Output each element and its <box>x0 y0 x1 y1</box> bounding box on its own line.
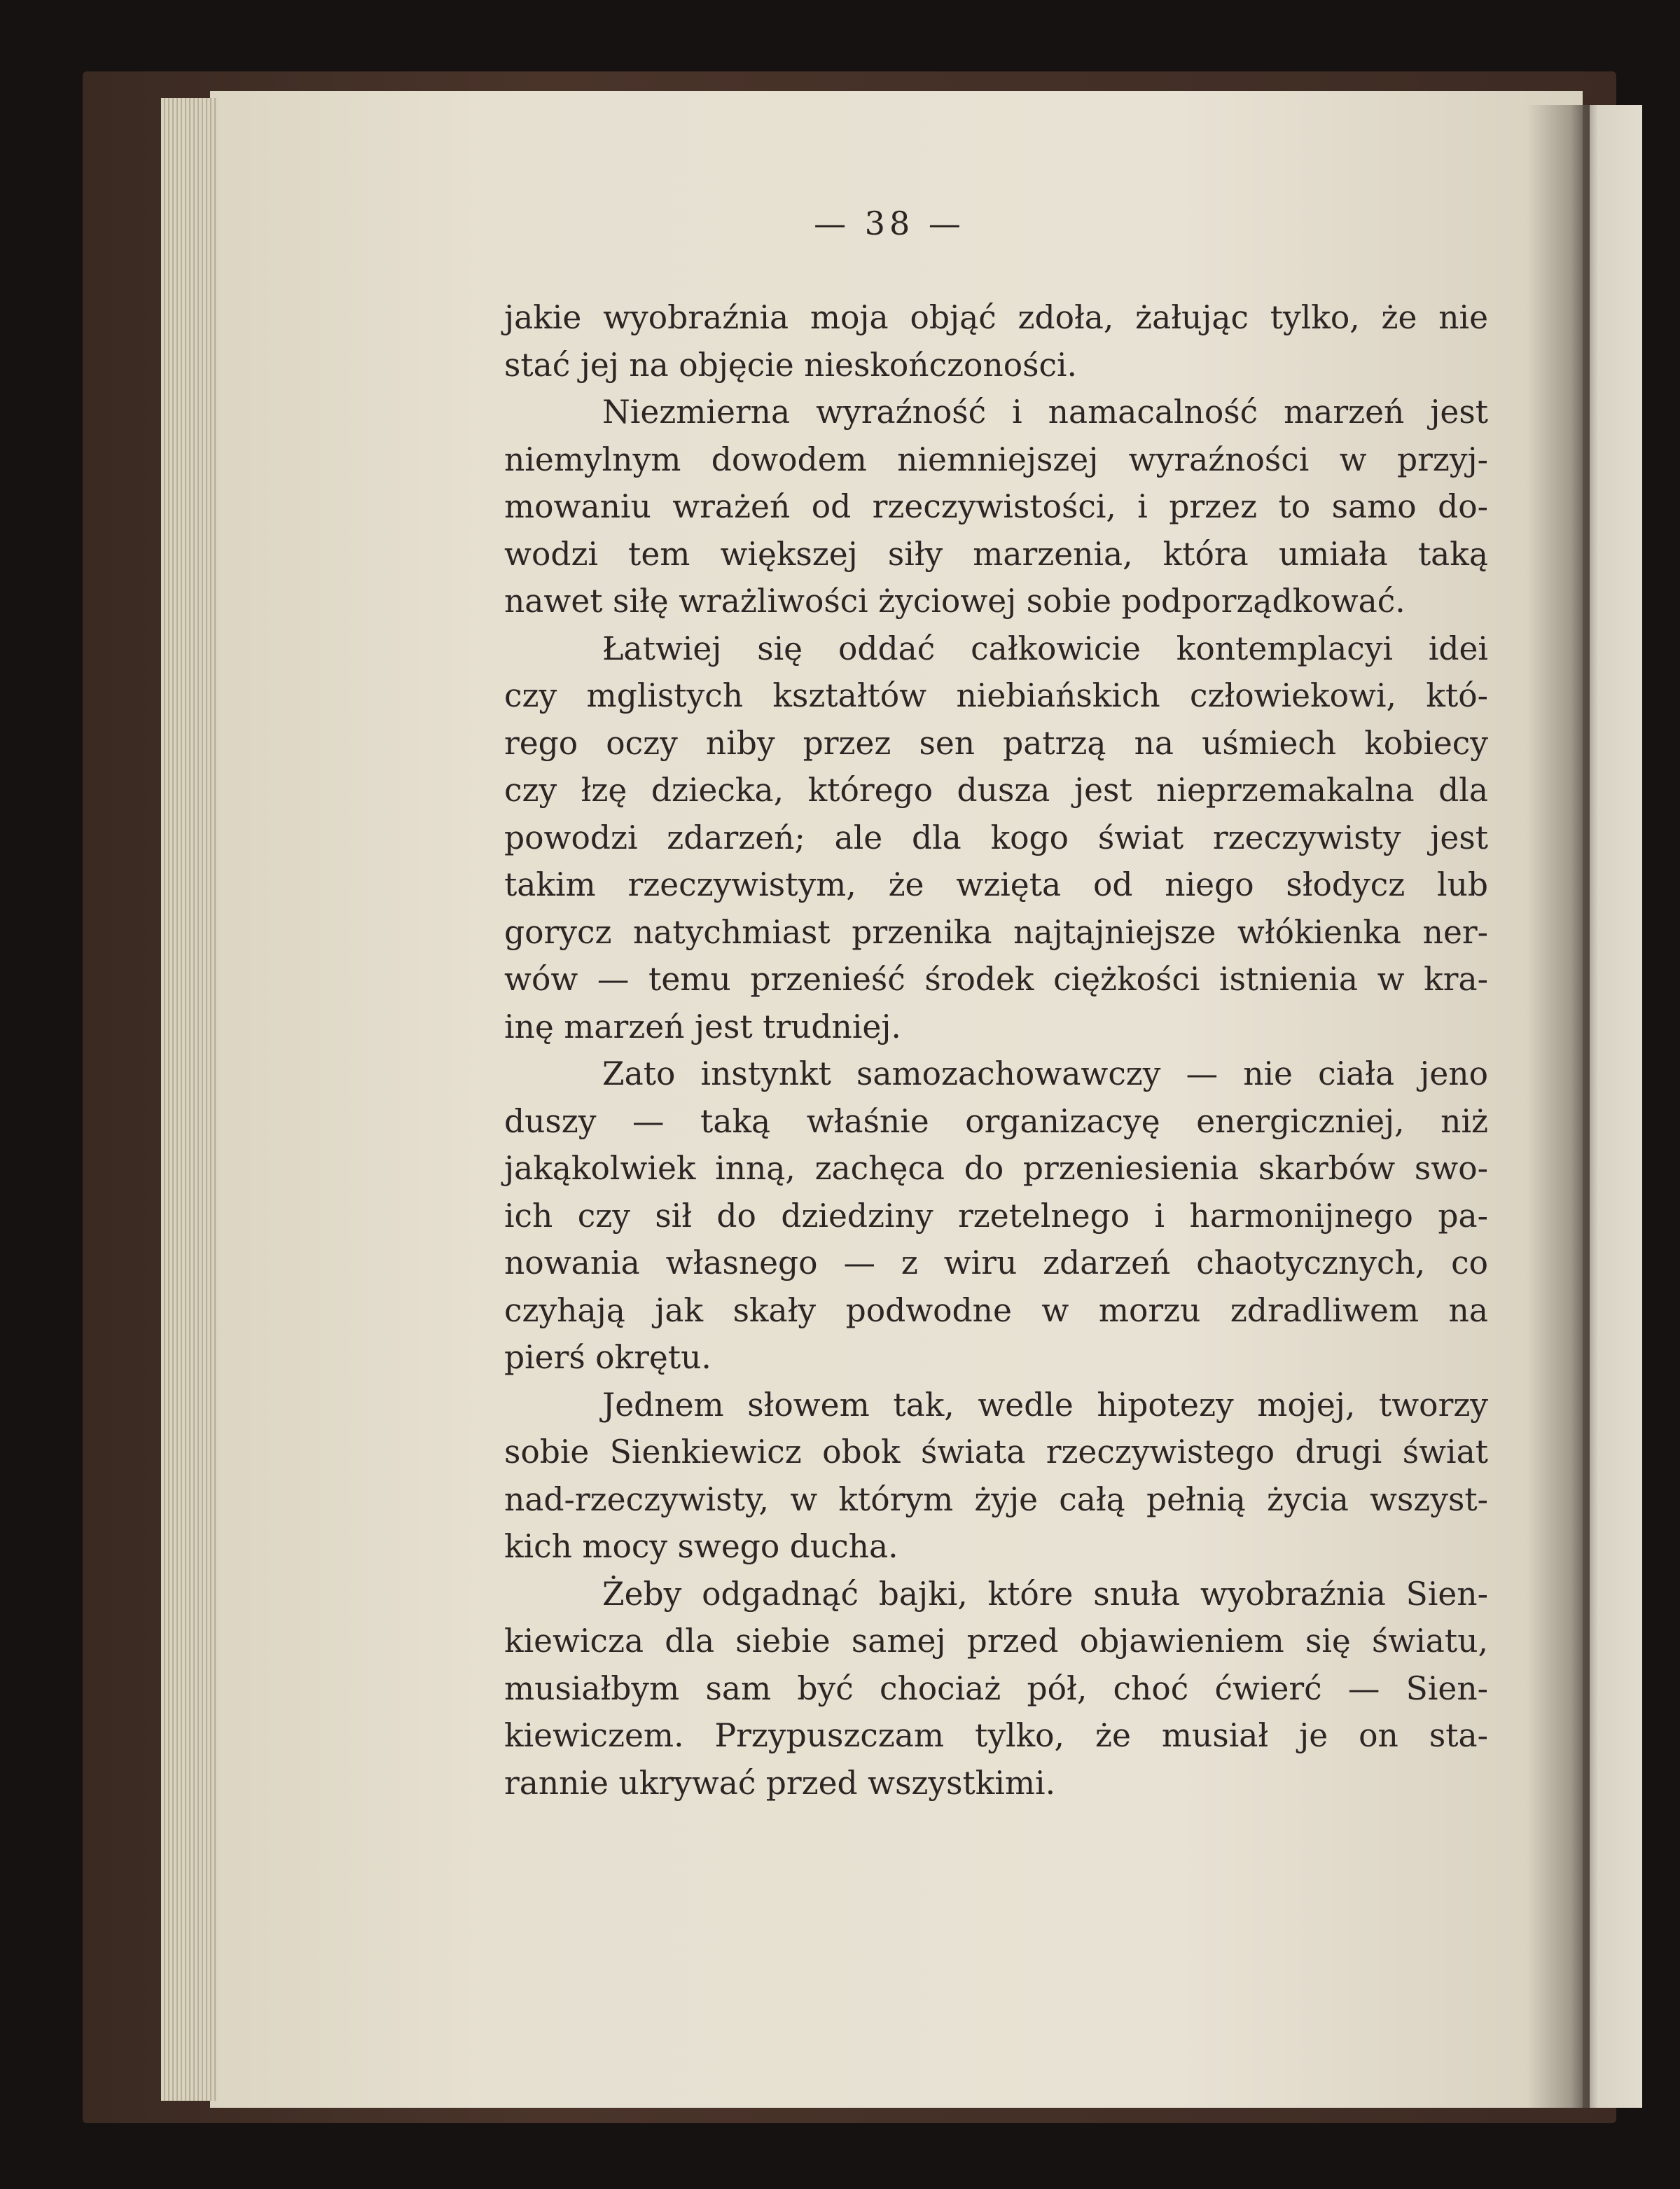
text-line: pierś okrętu. <box>504 1339 711 1376</box>
text-line: kich mocy swego ducha. <box>504 1528 898 1565</box>
text-line: ich czy sił do dziedziny rzetelnego i harmonijnego pa- <box>504 1197 1488 1235</box>
text-line: kiewiczem. Przypuszczam tylko, że musiał je on sta- <box>504 1717 1488 1754</box>
text-line: nad-rzeczywisty, w którym żyje całą pełnią życia wszyst- <box>504 1480 1488 1518</box>
text-line: Żeby odgadnąć bajki, które snuła wyobraźnia Sien- <box>602 1575 1488 1613</box>
text-line: mowaniu wrażeń od rzeczywistości, i przez to samo do- <box>504 488 1488 525</box>
page-gutter-shadow <box>1527 105 1590 2108</box>
text-line: sobie Sienkiewicz obok świata rzeczywistego drugi świat <box>504 1433 1488 1471</box>
text-line: Zato instynkt samozachowawczy — nie ciała jeno <box>602 1055 1488 1092</box>
text-line: czyhają jak skały podwodne w morzu zdradliwem na <box>504 1291 1488 1329</box>
text-line: nowania własnego — z wiru zdarzeń chaotycznych, co <box>504 1244 1488 1281</box>
text-line: powodzi zdarzeń; ale dla kogo świat rzeczywisty jest <box>504 819 1488 856</box>
text-line: musiałbym sam być chociaż pół, choć ćwierć — Sien- <box>504 1669 1488 1707</box>
text-line: Jednem słowem tak, wedle hipotezy mojej, tworzy <box>602 1386 1488 1424</box>
text-line: wów — temu przenieść środek ciężkości istnienia w kra- <box>504 961 1488 998</box>
text-line: Łatwiej się oddać całkowicie kontemplacyi idei <box>602 630 1488 667</box>
text-line: kiewicza dla siebie samej przed objawieniem się światu, <box>504 1622 1488 1660</box>
text-line: takim rzeczywistym, że wzięta od niego słodycz lub <box>504 866 1488 903</box>
page-number: — 38 — <box>814 204 965 242</box>
text-line: stać jej na objęcie nieskończoności. <box>504 346 1077 384</box>
text-line: duszy — taką właśnie organizacyę energiczniej, niż <box>504 1102 1488 1140</box>
text-line: Niezmierna wyraźność i namacalność marzeń jest <box>602 394 1488 431</box>
page-edges <box>161 98 217 2101</box>
text-line: inę marzeń jest trudniej. <box>504 1008 901 1045</box>
text-line: czy łzę dziecka, którego dusza jest nieprzemakalna dla <box>504 772 1488 809</box>
text-line: czy mglistych kształtów niebiańskich człowiekowi, któ- <box>504 677 1488 714</box>
text-line: jakąkolwiek inną, zachęca do przeniesienia skarbów swo- <box>504 1150 1488 1187</box>
text-line: gorycz natychmiast przenika najtajniejsze włókienka ner- <box>504 913 1488 951</box>
text-line: nawet siłę wrażliwości życiowej sobie podporządkować. <box>504 583 1405 620</box>
text-line: rannie ukrywać przed wszystkimi. <box>504 1764 1056 1802</box>
text-line: niemylnym dowodem niemniejszej wyraźności w przyj- <box>504 440 1488 478</box>
body-text <box>504 294 1488 1807</box>
text-line: jakie wyobraźnia moja objąć zdoła, żałując tylko, że nie <box>504 299 1488 336</box>
text-line: wodzi tem większej siły marzenia, która umiała taką <box>504 535 1488 573</box>
text-line: rego oczy niby przez sen patrzą na uśmiech kobiecy <box>504 724 1488 762</box>
